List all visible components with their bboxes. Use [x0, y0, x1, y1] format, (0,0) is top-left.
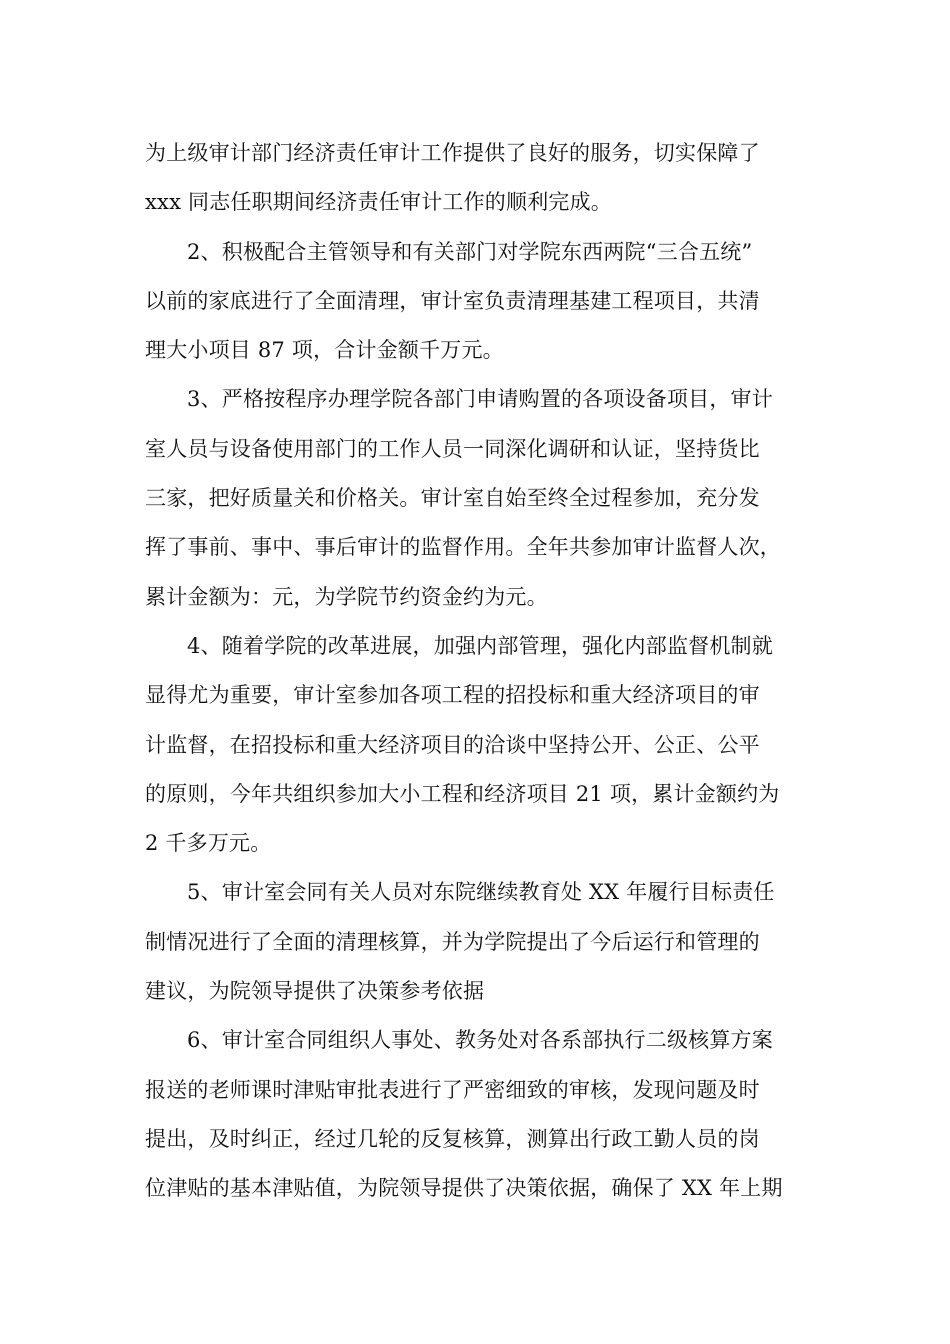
text-line: 为上级审计部门经济责任审计工作提供了良好的服务，切实保障了	[145, 141, 760, 165]
text-line: xxx 同志任职期间经济责任审计工作的顺利完成。	[145, 190, 613, 215]
text-line: 报送的老师课时津贴审批表进行了严密细致的审核，发现问题及时	[145, 1077, 760, 1102]
text-line: 4、随着学院的改革进展，加强内部管理，强化内部监督机制就	[187, 633, 773, 658]
text-line: 5、审计室会同有关人员对东院继续教育处 XX 年履行目标责任	[187, 880, 775, 905]
text-line: 制情况进行了全面的清理核算，并为学院提出了今后运行和管理的	[145, 929, 760, 954]
text-line: 室人员与设备使用部门的工作人员一同深化调研和认证，坚持货比	[145, 436, 760, 461]
text-line: 位津贴的基本津贴值，为院领导提供了决策依据，确保了 XX 年上期	[145, 1176, 783, 1201]
text-line: 三家，把好质量关和价格关。审计室自始至终全过程参加，充分发	[145, 486, 760, 511]
text-line: 累计金额为：元，为学院节约资金约为元。	[145, 584, 548, 609]
text-line: 2、积极配合主管领导和有关部门对学院东西两院“三合五统”	[187, 239, 753, 264]
text-line: 6、审计室合同组织人事处、教务处对各系部执行二级核算方案	[187, 1028, 773, 1053]
document-body	[145, 129, 810, 1214]
paragraph-item-3	[145, 375, 810, 621]
text-line: 建议，为院领导提供了决策参考依据	[145, 979, 485, 1004]
text-line: 提出，及时纠正，经过几轮的反复核算，测算出行政工勤人员的岗	[145, 1126, 760, 1151]
text-line: 以前的家底进行了全面清理，审计室负责清理基建工程项目，共清	[145, 288, 760, 313]
text-line: 的原则，今年共组织参加大小工程和经济项目 21 项，累计金额约为	[145, 781, 780, 806]
paragraph-item-6	[145, 1016, 810, 1213]
text-line: 显得尤为重要，审计室参加各项工程的招投标和重大经济项目的审	[145, 683, 760, 708]
paragraph-item-5	[145, 868, 810, 1016]
paragraph-item-4	[145, 622, 810, 868]
paragraph-continued	[145, 129, 810, 228]
text-line: 计监督，在招投标和重大经济项目的洽谈中坚持公开、公正、公平	[145, 732, 760, 757]
text-line: 挥了事前、事中、事后审计的监督作用。全年共参加审计监督人次，	[145, 535, 781, 560]
text-line: 3、严格按程序办理学院各部门申请购置的各项设备项目，审计	[187, 387, 773, 412]
text-line: 理大小项目 87 项，合计金额千万元。	[145, 338, 504, 363]
paragraph-item-2	[145, 228, 810, 376]
text-line: 2 千多万元。	[145, 831, 272, 856]
